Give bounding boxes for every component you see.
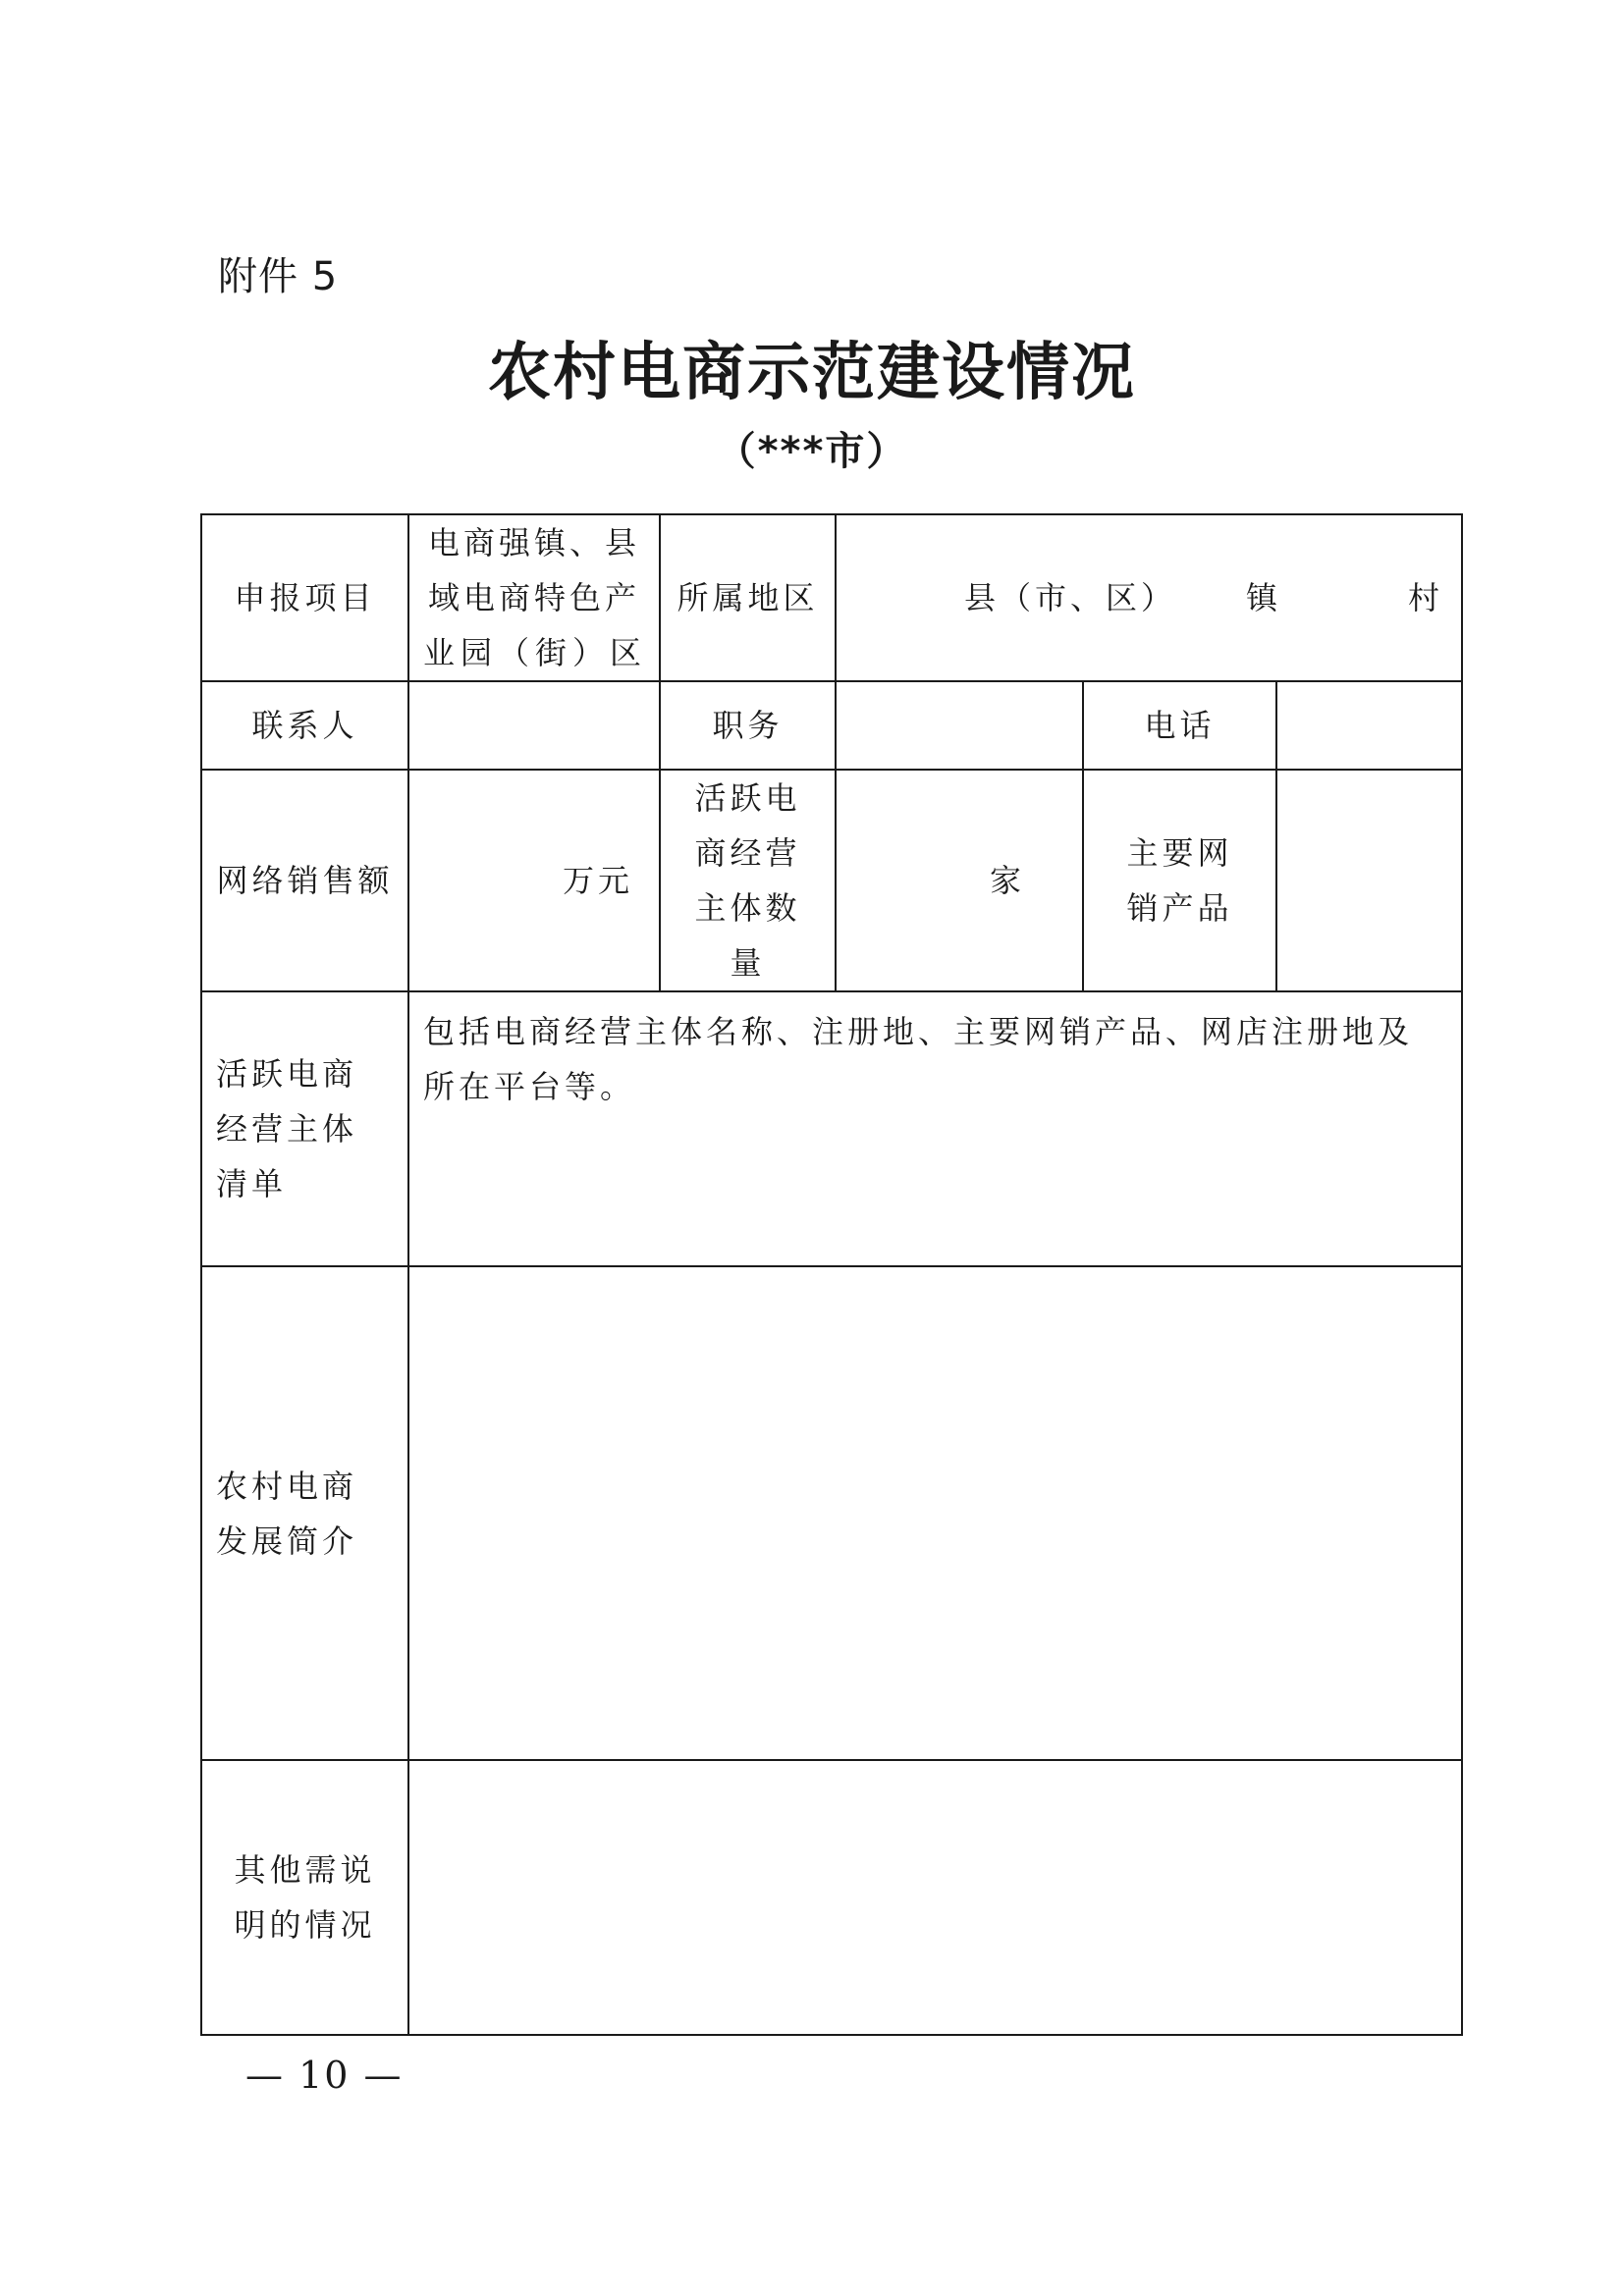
page-number: — 10 — (245, 2054, 404, 2097)
region-county-label: 县（市、区） (964, 579, 1177, 616)
intro-value[interactable] (408, 1266, 1462, 1760)
region-town-label: 镇 (1246, 579, 1282, 616)
sales-value[interactable] (408, 770, 660, 991)
main-products-value[interactable] (1276, 770, 1462, 991)
contact-label: 联系人 (201, 681, 408, 770)
region-label: 所属地区 (660, 514, 836, 681)
main-products-label: 主要网销产品 (1083, 770, 1276, 991)
other-value[interactable] (408, 1760, 1462, 2035)
other-label: 其他需说明的情况 (201, 1760, 408, 2035)
application-form-table (200, 513, 1463, 2036)
row-intro (201, 1266, 1462, 1760)
document-subtitle: （***市） (716, 429, 908, 474)
intro-label: 农村电商发展简介 (201, 1266, 408, 1760)
sales-label: 网络销售额 (201, 770, 408, 991)
position-value[interactable] (836, 681, 1083, 770)
active-count-value[interactable] (836, 770, 1083, 991)
region-value[interactable] (836, 514, 1462, 681)
row-other (201, 1760, 1462, 2035)
phone-label: 电话 (1083, 681, 1276, 770)
row-sales (201, 770, 1462, 991)
row-active-list (201, 991, 1462, 1266)
sales-unit: 万元 (562, 862, 633, 899)
phone-value[interactable] (1276, 681, 1462, 770)
position-label: 职务 (660, 681, 836, 770)
row-contact (201, 681, 1462, 770)
attachment-label: 附件 5 (218, 254, 339, 299)
contact-value[interactable] (408, 681, 660, 770)
active-list-value[interactable] (408, 991, 1462, 1266)
document-title: 农村电商示范建设情况 (488, 337, 1136, 409)
region-village-label: 村 (1408, 579, 1444, 616)
active-count-label: 活跃电商经营主体数量 (660, 770, 836, 991)
active-count-unit: 家 (989, 862, 1025, 899)
project-label: 申报项目 (201, 514, 408, 681)
project-value[interactable]: 电商强镇、县域电商特色产业园（街）区 (408, 514, 660, 681)
active-list-hint: 包括电商经营主体名称、注册地、主要网销产品、网店注册地及所在平台等。 (423, 1013, 1414, 1105)
row-project (201, 514, 1462, 681)
active-list-label: 活跃电商经营主体清单 (201, 991, 408, 1266)
